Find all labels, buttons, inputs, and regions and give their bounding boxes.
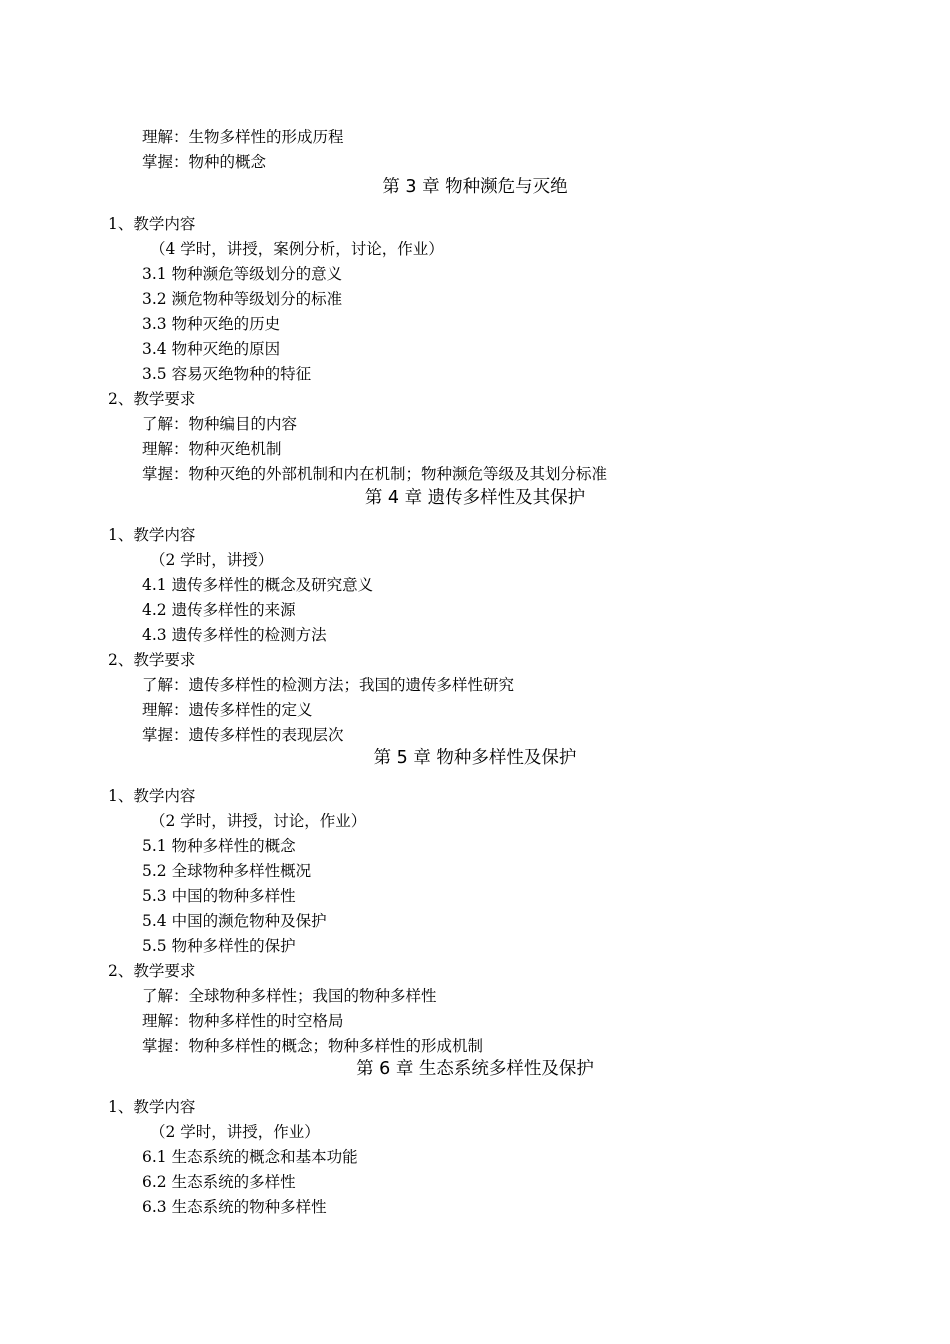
ch6-content-heading: 1、教学内容 xyxy=(108,1098,196,1116)
ch5-item: 5.2 全球物种多样性概况 xyxy=(142,862,312,880)
ch4-req-heading: 2、教学要求 xyxy=(108,651,196,669)
ch6-item: 6.1 生态系统的概念和基本功能 xyxy=(142,1148,358,1166)
ch5-master: 掌握：物种多样性的概念；物种多样性的形成机制 xyxy=(142,1037,484,1055)
chapter-4-title: 第 4 章 遗传多样性及其保护 xyxy=(364,488,586,508)
ch4-know: 了解：遗传多样性的检测方法；我国的遗传多样性研究 xyxy=(142,676,515,694)
intro-understand: 理解：生物多样性的形成历程 xyxy=(142,128,344,146)
ch3-know: 了解：物种编目的内容 xyxy=(142,415,298,433)
chapter-5-title: 第 5 章 物种多样性及保护 xyxy=(373,748,577,768)
ch6-item: 6.3 生态系统的物种多样性 xyxy=(142,1198,327,1216)
ch3-item: 3.4 物种灭绝的原因 xyxy=(142,340,281,358)
ch3-hours: （4 学时，讲授，案例分析，讨论，作业） xyxy=(150,240,444,258)
ch3-understand: 理解：物种灭绝机制 xyxy=(142,440,282,458)
ch4-item: 4.2 遗传多样性的来源 xyxy=(142,601,296,619)
ch3-item: 3.1 物种濒危等级划分的意义 xyxy=(142,265,343,283)
ch5-req-heading: 2、教学要求 xyxy=(108,962,196,980)
ch4-content-heading: 1、教学内容 xyxy=(108,526,196,544)
ch3-item: 3.3 物种灭绝的历史 xyxy=(142,315,281,333)
ch6-item: 6.2 生态系统的多样性 xyxy=(142,1173,296,1191)
intro-master: 掌握：物种的概念 xyxy=(142,153,267,171)
ch5-item: 5.5 物种多样性的保护 xyxy=(142,937,296,955)
ch3-content-heading: 1、教学内容 xyxy=(108,215,196,233)
ch5-content-heading: 1、教学内容 xyxy=(108,787,196,805)
ch6-hours: （2 学时，讲授，作业） xyxy=(150,1123,320,1141)
chapter-6-title: 第 6 章 生态系统多样性及保护 xyxy=(356,1059,594,1079)
ch3-item: 3.5 容易灭绝物种的特征 xyxy=(142,365,312,383)
ch5-item: 5.1 物种多样性的概念 xyxy=(142,837,296,855)
ch3-master: 掌握：物种灭绝的外部机制和内在机制；物种濒危等级及其划分标准 xyxy=(142,465,608,483)
ch4-item: 4.1 遗传多样性的概念及研究意义 xyxy=(142,576,374,594)
ch5-item: 5.4 中国的濒危物种及保护 xyxy=(142,912,327,930)
ch3-req-heading: 2、教学要求 xyxy=(108,390,196,408)
ch4-understand: 理解：遗传多样性的定义 xyxy=(142,701,313,719)
chapter-3-title: 第 3 章 物种濒危与灭绝 xyxy=(382,177,568,197)
ch5-item: 5.3 中国的物种多样性 xyxy=(142,887,296,905)
ch5-know: 了解：全球物种多样性；我国的物种多样性 xyxy=(142,987,437,1005)
ch4-master: 掌握：遗传多样性的表现层次 xyxy=(142,726,344,744)
ch4-item: 4.3 遗传多样性的检测方法 xyxy=(142,626,327,644)
ch4-hours: （2 学时，讲授） xyxy=(150,551,274,569)
ch5-understand: 理解：物种多样性的时空格局 xyxy=(142,1012,344,1030)
ch3-item: 3.2 濒危物种等级划分的标准 xyxy=(142,290,343,308)
ch5-hours: （2 学时，讲授，讨论，作业） xyxy=(150,812,367,830)
